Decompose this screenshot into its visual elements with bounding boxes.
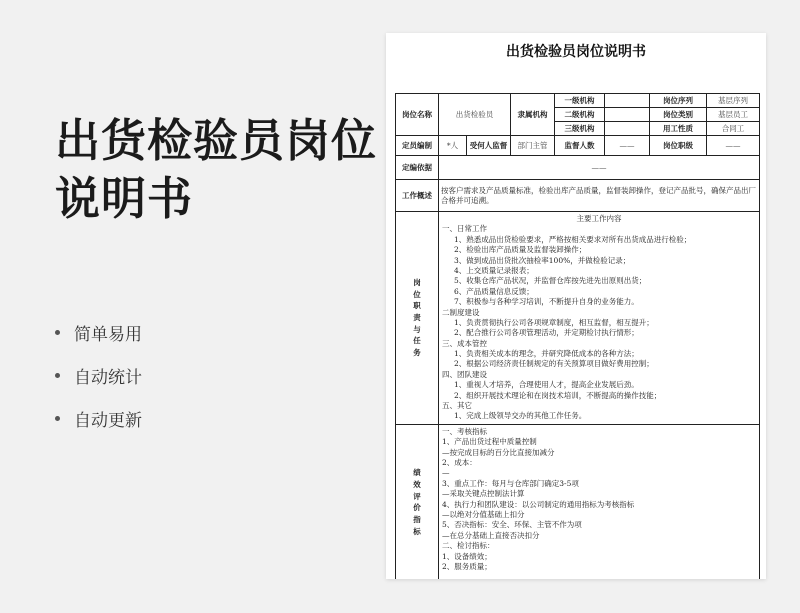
table-row bbox=[396, 212, 760, 425]
kpi-line: 1、产品出货过程中质量控制 bbox=[442, 437, 537, 447]
bullet-dot-icon bbox=[55, 416, 60, 421]
employment-type-value: 合同工 bbox=[707, 122, 760, 136]
duty-line: 四、团队建设 bbox=[442, 369, 487, 379]
headcount-value: *人 bbox=[439, 136, 467, 156]
kpi-line: 一、考核指标 bbox=[442, 426, 487, 436]
position-series-value: 基层序列 bbox=[707, 94, 760, 108]
position-name-label: 岗位名称 bbox=[396, 94, 439, 136]
kpi-line: —采取关键点控制法计算 bbox=[442, 489, 525, 499]
table-row bbox=[396, 136, 760, 156]
level1-label: 一级机构 bbox=[555, 94, 605, 108]
level3-value bbox=[605, 122, 650, 136]
duty-line: 五、其它 bbox=[442, 401, 472, 411]
feature-label: 自动统计 bbox=[74, 368, 142, 388]
affiliation-label: 隶属机构 bbox=[511, 94, 555, 136]
position-category-label: 岗位类别 bbox=[650, 108, 707, 122]
duties-label bbox=[396, 212, 439, 425]
level1-value bbox=[605, 94, 650, 108]
supervises-value: —— bbox=[605, 136, 650, 156]
overview-value: 按客户需求及产品质量标准，检验出库产品质量，监督装卸操作，登记产品批号，确保产品出厂合格并可追溯。 bbox=[439, 180, 760, 212]
bullet-dot-icon bbox=[55, 373, 60, 378]
hero-title-line-1: 出货检验员岗位 bbox=[55, 114, 378, 167]
position-name-value: 出货检验员 bbox=[439, 94, 511, 136]
basis-value: —— bbox=[439, 156, 760, 180]
hero-title bbox=[55, 112, 377, 228]
duty-line: 1、重视人才培养，合理使用人才，提高企业发展后劲。 bbox=[454, 380, 639, 390]
kpi-line: 1、设备绩效； bbox=[442, 551, 492, 561]
duty-line: 二制度建设 bbox=[442, 307, 480, 317]
duty-line: 3、做到成品出货批次抽检率100%，并做检验记录； bbox=[454, 255, 631, 265]
duty-line: 2、组织开展技术理论和在岗技术培训，不断提高的操作技能； bbox=[454, 390, 662, 400]
kpi-line: 2、服务质量； bbox=[442, 561, 492, 571]
level2-value bbox=[605, 108, 650, 122]
headcount-label: 定员编制 bbox=[396, 136, 439, 156]
table-row bbox=[396, 94, 760, 108]
supervisor-label: 受何人监督 bbox=[467, 136, 511, 156]
kpi-label-text: 绩效评价指标 bbox=[413, 468, 421, 536]
position-category-value: 基层员工 bbox=[707, 108, 760, 122]
duty-line: 1、完成上级领导交办的其他工作任务。 bbox=[454, 411, 587, 421]
kpi-line: 3、重点工作：每月与仓库部门确定3-5项 bbox=[442, 478, 579, 488]
position-grade-label: 岗位职级 bbox=[650, 136, 707, 156]
duty-line: 5、收集仓库产品状况，并监督仓库按先进先出原则出货； bbox=[454, 276, 647, 286]
supervisor-value: 部门主管 bbox=[511, 136, 555, 156]
feature-item bbox=[55, 354, 142, 397]
level3-label: 三级机构 bbox=[555, 122, 605, 136]
table-row bbox=[396, 156, 760, 180]
duty-line: 2、配合推行公司各项管理活动，并定期检讨执行情形； bbox=[454, 328, 639, 338]
duty-line: 1、负责相关成本的理念，并研究降低成本的各种方法； bbox=[454, 349, 639, 359]
table-row bbox=[396, 180, 760, 212]
duty-line: 一、日常工作 bbox=[442, 224, 487, 234]
document-preview bbox=[386, 33, 766, 579]
kpi-line: — bbox=[442, 468, 450, 478]
job-description-table bbox=[395, 93, 760, 579]
feature-list bbox=[55, 311, 142, 440]
duties-content bbox=[439, 212, 760, 425]
kpi-line: 4、执行力和团队建设：以公司制定的通用指标为考核指标 bbox=[442, 499, 635, 509]
duty-line: 1、负责贯彻执行公司各项规章制度，相互监督，相互提升； bbox=[454, 317, 654, 327]
position-series-label: 岗位序列 bbox=[650, 94, 707, 108]
table-row bbox=[396, 424, 760, 579]
duty-line: 6、产品质量信息反馈； bbox=[454, 286, 534, 296]
duty-line: 2、根据公司经济责任制规定的有关预算项目做好费用控制； bbox=[454, 359, 654, 369]
employment-type-label: 用工性质 bbox=[650, 122, 707, 136]
duty-line: 2、检验出库产品质量及监督装卸操作； bbox=[454, 245, 587, 255]
feature-item bbox=[55, 397, 142, 440]
kpi-line: 二、检讨指标： bbox=[442, 541, 495, 551]
bullet-dot-icon bbox=[55, 330, 60, 335]
kpi-line: —在总分基础上直接否决扣分 bbox=[442, 530, 540, 540]
hero-title-line-2: 说明书 bbox=[55, 172, 194, 225]
kpi-line: 5、否决指标：安全、环保、主管不作为项 bbox=[442, 520, 582, 530]
feature-item bbox=[55, 311, 142, 354]
supervises-label: 监督人数 bbox=[555, 136, 605, 156]
document-title: 出货检验员岗位说明书 bbox=[506, 44, 646, 60]
kpi-line: 2、成本： bbox=[442, 457, 477, 467]
feature-label: 自动更新 bbox=[74, 411, 142, 431]
level2-label: 二级机构 bbox=[555, 108, 605, 122]
kpi-content bbox=[439, 424, 760, 579]
feature-label: 简单易用 bbox=[74, 325, 142, 345]
duty-line: 7、积极参与各种学习培训，不断提升自身的业务能力。 bbox=[454, 297, 639, 307]
kpi-line: —按完成目标的百分比直接加减分 bbox=[442, 447, 555, 457]
overview-label: 工作概述 bbox=[396, 180, 439, 212]
kpi-label bbox=[396, 424, 439, 579]
duties-label-text: 岗位职责与任务 bbox=[413, 278, 421, 357]
basis-label: 定编依据 bbox=[396, 156, 439, 180]
duty-line: 三、成本管控 bbox=[442, 338, 487, 348]
duty-line: 1、熟悉成品出货检验要求，严格按相关要求对所有出货成品进行检验； bbox=[454, 234, 692, 244]
duties-header: 主要工作内容 bbox=[576, 214, 622, 223]
kpi-line: —以绝对分值基础上扣分 bbox=[442, 509, 525, 519]
duty-line: 4、上交质量记录报表； bbox=[454, 265, 534, 275]
position-grade-value: —— bbox=[707, 136, 760, 156]
